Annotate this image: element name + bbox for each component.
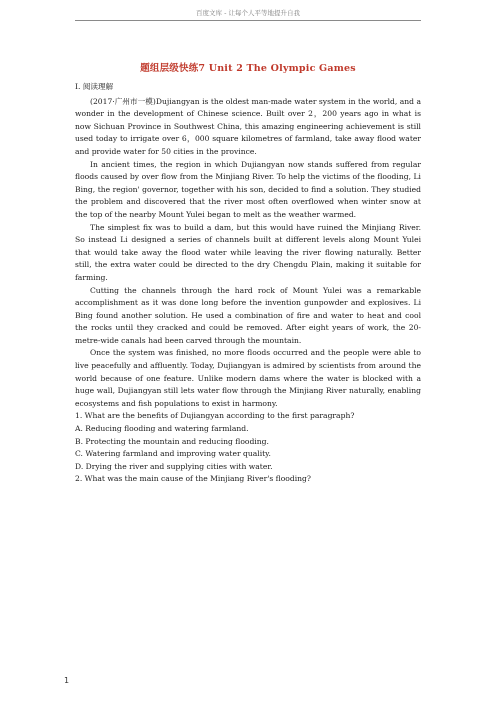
document-title: 题组层级快练7 Unit 2 The Olympic Games <box>140 63 356 74</box>
paragraph-1: (2017·广州市一模)Dujiangyan is the oldest man-made water system in the world, and a wonder in the development of Chinese science. Built over 2，200 years ago in what is now Sichuan Province in Southwest China, this amazing engineering achievement is still used today to irrigate over 6，000 square kilometres of farmland, take away flood water and provide water for 50 cities in the province. <box>75 96 421 156</box>
option-1c: C. Watering farmland and improving water quality. <box>75 449 271 459</box>
option-1b: B. Protecting the mountain and reducing flooding. <box>75 436 269 446</box>
page-header: 百度文库 - 让每个人平等地提升自我 <box>196 9 300 17</box>
question-2: 2. What was the main cause of the Minjiang River's flooding? <box>75 474 311 484</box>
paragraph-2: In ancient times, the region in which Dujiangyan now stands suffered from regular floods caused by over flow from the Minjiang River. To help the victims of the flooding, Li Bing, the region' governor, together with his son, decided to find a solution. They studied the problem and discovered that the river most often overflowed when winter snow at the top of the nearby Mount Yulei began to melt as the weather warmed. <box>75 159 421 219</box>
paragraph-4: Cutting the channels through the hard rock of Mount Yulei was a remarkable accomplishment as it was done long before the invention gunpowder and explosives. Li Bing found another solution. He used a combination of fire and water to heat and cool the rocks until they cracked and could be removed. After eight years of work, the 20-metre-wide canals had been carved through the mountain. <box>75 285 421 345</box>
option-1d: D. Drying the river and supplying cities with water. <box>75 461 273 471</box>
paragraph-5: Once the system was finished, no more floods occurred and the people were able to live peacefully and affluently. Today, Dujiangyan is admired by scientists from around the world because of one feature. Unlike modern dams where the water is blocked with a huge wall, Dujiangyan still lets water flow through the Minjiang River naturally, enabling ecosystems and fish populations to exist in harmony. <box>75 348 421 408</box>
question-1: 1. What are the benefits of Dujiangyan according to the first paragraph? <box>75 411 355 421</box>
document-body <box>75 60 421 486</box>
header-divider <box>75 20 421 21</box>
section-heading: Ⅰ. 阅读理解 <box>75 82 114 91</box>
page-number: 1 <box>64 676 70 685</box>
paragraph-3: The simplest fix was to build a dam, but this would have ruined the Minjiang River. So instead Li designed a series of channels built at different levels along Mount Yulei that would take away the flood water while leaving the river flowing naturally. Better still, the extra water could be directed to the dry Chengdu Plain, making it suitable for farming. <box>75 222 421 282</box>
option-1a: A. Reducing flooding and watering farmland. <box>75 424 249 434</box>
